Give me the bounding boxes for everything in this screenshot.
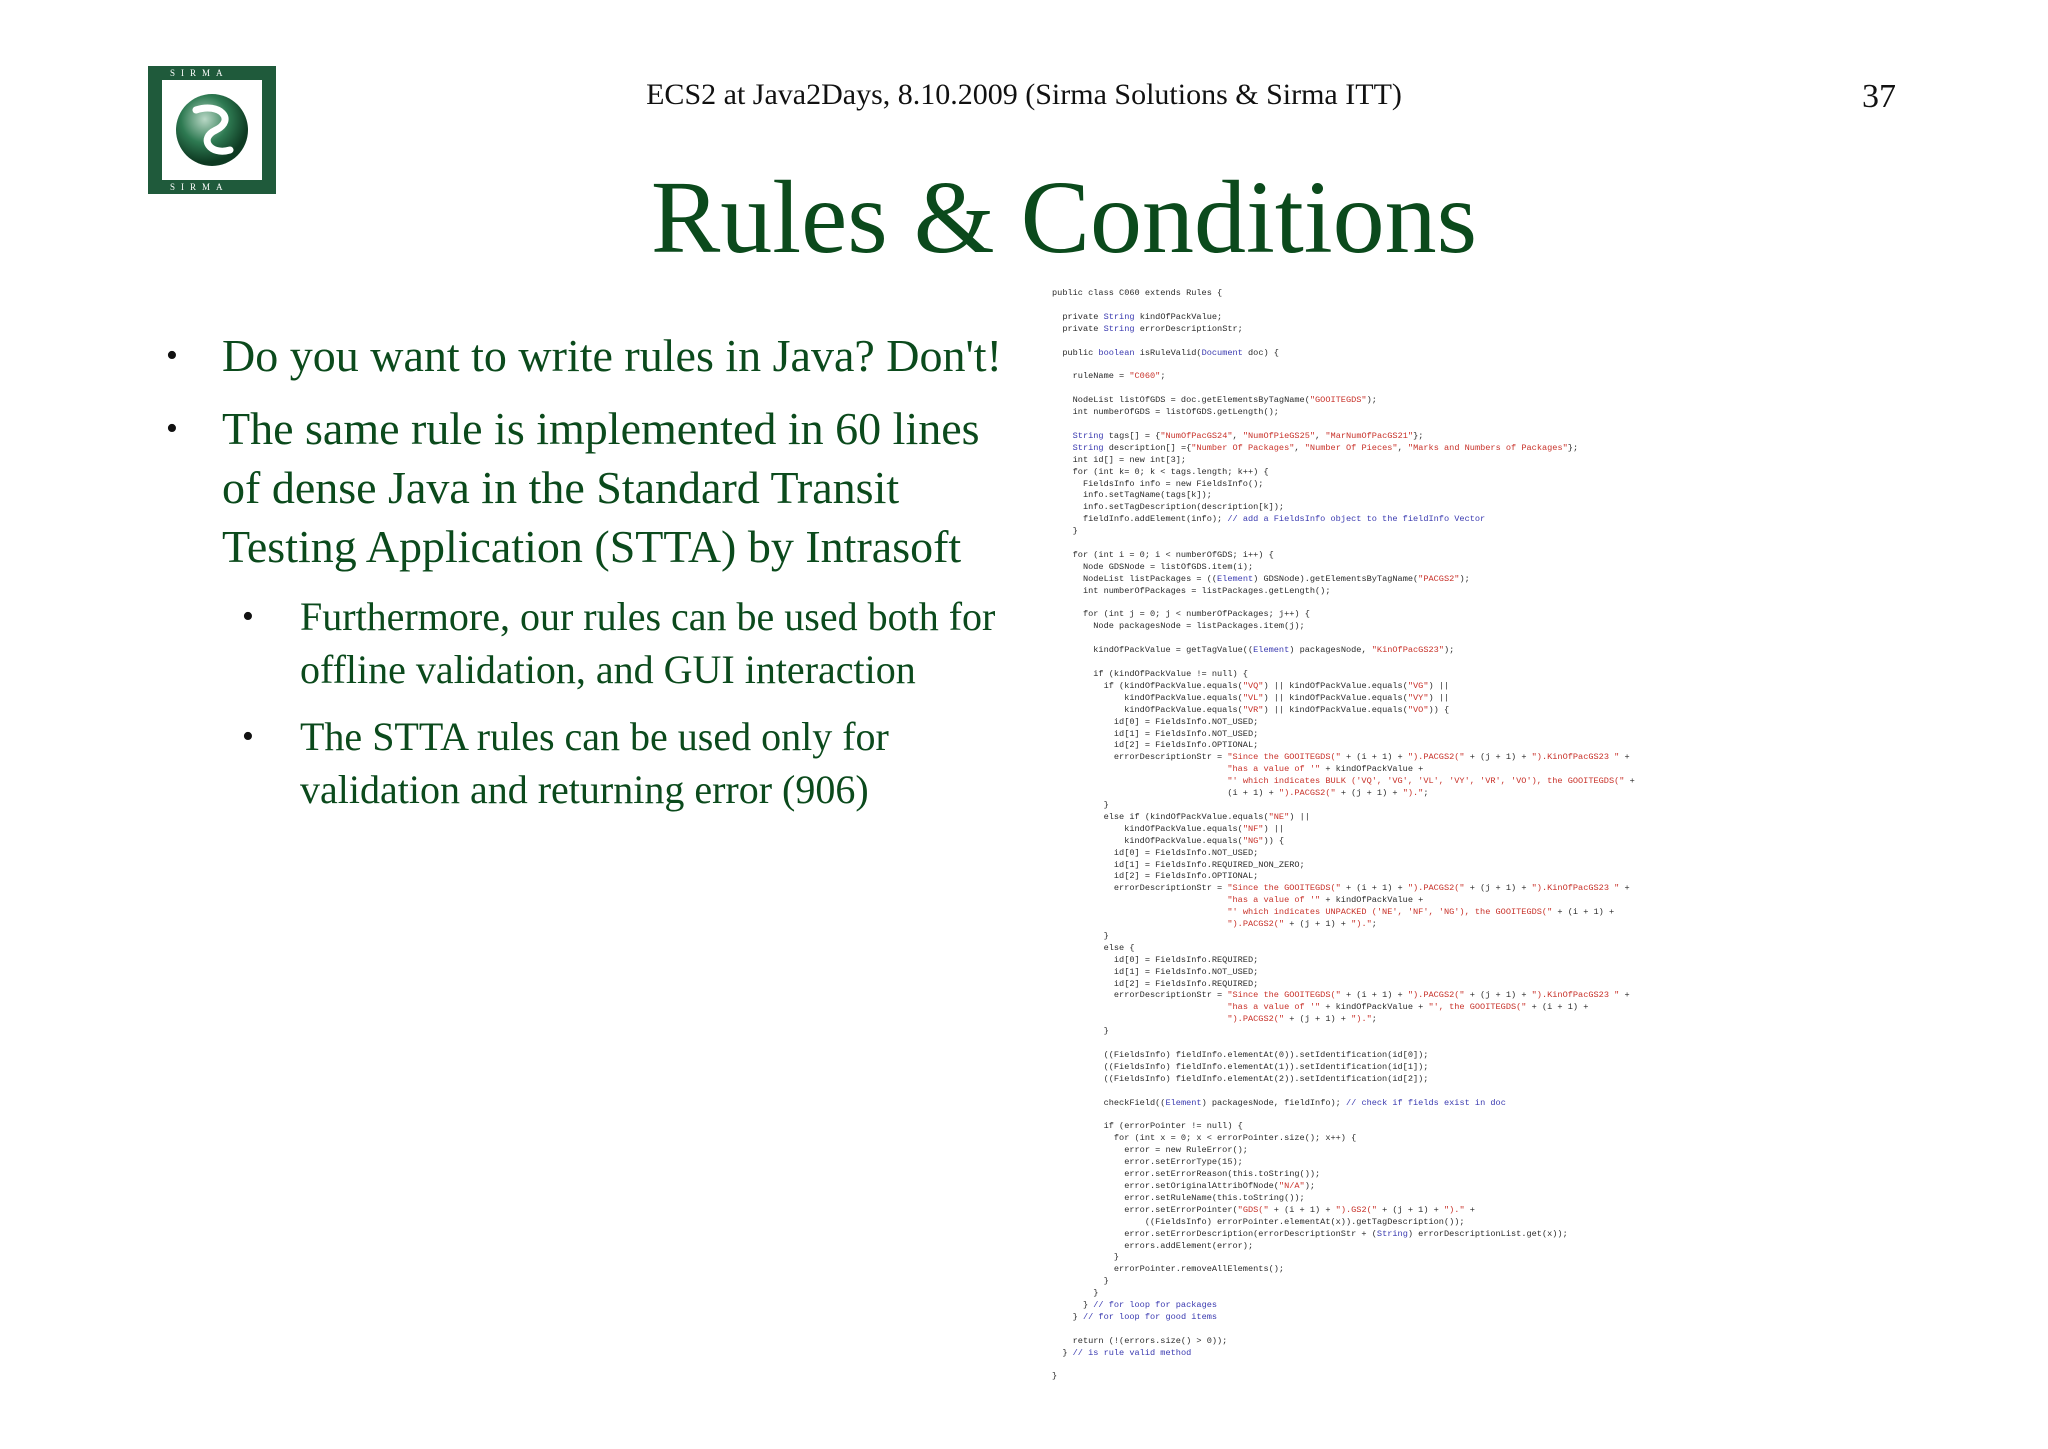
code-line: String description[] ={"Number Of Packages", "Number Of Pieces", "Marks and Numbers of Packages"}; [1072, 442, 1579, 453]
sub-bullet-item [160, 590, 1020, 696]
code-line: for (int k= 0; k < tags.length; k++) { [1052, 466, 1269, 477]
code-line: (i + 1) + ").PACGS2(" + (j + 1) + ")."; [1052, 788, 1429, 799]
code-line: id[1] = FieldsInfo.NOT_USED; [1052, 728, 1259, 739]
code-line: } [1052, 1252, 1120, 1263]
code-line: error.setErrorType(15); [1052, 1157, 1243, 1168]
code-line: for (int x = 0; x < errorPointer.size(); x++) { [1052, 1133, 1357, 1144]
code-line: private String errorDescriptionStr; [1052, 323, 1243, 334]
bullet-text: The same rule is implemented in 60 lines of dense Java in the Standard Transit Testing Application (STTA) by Intrasoft [222, 403, 980, 572]
code-line: id[2] = FieldsInfo.OPTIONAL; [1052, 740, 1259, 751]
code-line: checkField((Element) packagesNode, fieldInfo); // check if fields exist in doc [1052, 1097, 1506, 1108]
code-line [1052, 1110, 1635, 1122]
code-line: errorDescriptionStr = "Since the GOOITEGDS(" + (i + 1) + ").PACGS2(" + (j + 1) + ").KinOfPacGS23 " + [1052, 990, 1630, 1001]
bullet-list [160, 326, 1020, 830]
code-line: Node GDSNode = listOfGDS.item(i); [1052, 561, 1254, 572]
code-line: ((FieldsInfo) errorPointer.elementAt(x)).getTagDescription()); [1052, 1216, 1465, 1227]
code-line [1052, 657, 1635, 669]
code-line: ").PACGS2(" + (j + 1) + ")."; [1227, 919, 1377, 930]
code-line: } [1052, 1371, 1058, 1382]
code-line [1052, 300, 1635, 312]
code-line: kindOfPackValue.equals("NG")) { [1052, 835, 1285, 846]
code-line: ruleName = "C060"; [1052, 371, 1166, 382]
code-line: NodeList listOfGDS = doc.getElementsByTagName("GOOITEGDS"); [1052, 395, 1377, 406]
code-line: else if (kindOfPackValue.equals("NE") || [1052, 811, 1310, 822]
bullet-dot-icon: • [242, 598, 254, 635]
code-line: "has a value of '" + kindOfPackValue + [1227, 895, 1424, 906]
code-line: info.setTagDescription(description[k]); [1052, 502, 1285, 513]
code-line [1052, 538, 1635, 550]
code-line: for (int i = 0; i < numberOfGDS; i++) { [1052, 549, 1274, 560]
code-line: } [1052, 1288, 1099, 1299]
page-number: 37 [1862, 78, 1896, 115]
code-line: for (int j = 0; j < numberOfPackages; j++) { [1052, 609, 1310, 620]
code-line: errorDescriptionStr = "Since the GOOITEGDS(" + (i + 1) + ").PACGS2(" + (j + 1) + ").KinOfPacGS23 " + [1052, 752, 1630, 763]
code-line: public class C060 extends Rules { [1052, 288, 1223, 298]
code-line: } // for loop for packages [1052, 1300, 1218, 1311]
bullet-dot-icon: • [166, 410, 178, 447]
code-line: if (errorPointer != null) { [1052, 1121, 1243, 1132]
code-line: error.setErrorDescription(errorDescriptionStr + (String) errorDescriptionList.get(x)); [1052, 1228, 1568, 1239]
code-line: ").PACGS2(" + (j + 1) + ")."; [1227, 1014, 1377, 1025]
code-line [1052, 598, 1635, 610]
code-line [1052, 1324, 1635, 1336]
bullet-dot-icon: • [166, 337, 178, 374]
code-line: errorPointer.removeAllElements(); [1052, 1264, 1285, 1275]
bullet-item [160, 399, 1020, 576]
code-line: else { [1052, 942, 1135, 953]
code-line: error.setErrorReason(this.toString()); [1052, 1169, 1321, 1180]
code-line [1052, 419, 1635, 431]
sub-bullet-text: Furthermore, our rules can be used both for offline validation, and GUI interaction [300, 594, 996, 692]
code-line: "' which indicates BULK ('VQ', 'VG', 'VL', 'VY', 'VR', 'VO'), the GOOITEGDS(" + [1227, 776, 1635, 787]
code-line [1052, 336, 1635, 348]
code-line: errorDescriptionStr = "Since the GOOITEGDS(" + (i + 1) + ").PACGS2(" + (j + 1) + ").KinOfPacGS23 " + [1052, 883, 1630, 894]
code-line: } // is rule valid method [1052, 1347, 1192, 1358]
code-line: kindOfPackValue.equals("VR") || kindOfPackValue.equals("VO")) { [1052, 704, 1450, 715]
code-line: "has a value of '" + kindOfPackValue + [1227, 764, 1424, 775]
code-line: public boolean isRuleValid(Document doc) { [1052, 347, 1279, 358]
code-line: } [1052, 799, 1109, 810]
code-line: id[0] = FieldsInfo.NOT_USED; [1052, 716, 1259, 727]
code-line: String tags[] = {"NumOfPacGS24", "NumOfPieGS25", "MarNumOfPacGS21"}; [1072, 430, 1424, 441]
code-line: } [1052, 1276, 1109, 1287]
code-line [1052, 383, 1635, 395]
code-line: id[1] = FieldsInfo.REQUIRED_NON_ZERO; [1052, 859, 1305, 870]
code-line: id[0] = FieldsInfo.NOT_USED; [1052, 847, 1259, 858]
code-line [1052, 1086, 1635, 1098]
code-line: int numberOfPackages = listPackages.getLength(); [1052, 585, 1331, 596]
sub-bullet-text: The STTA rules can be used only for validation and returning error (906) [300, 714, 889, 812]
code-line: info.setTagName(tags[k]); [1052, 490, 1212, 501]
code-line: "has a value of '" + kindOfPackValue + "', the GOOITEGDS(" + (i + 1) + [1227, 1002, 1589, 1013]
slide-title: Rules & Conditions [650, 160, 1478, 275]
code-line [1052, 1038, 1635, 1050]
code-line: return (!(errors.size() > 0)); [1052, 1335, 1228, 1346]
code-line: NodeList listPackages = ((Element) GDSNode).getElementsByTagName("PACGS2"); [1052, 573, 1470, 584]
code-line: } // for loop for good items [1052, 1311, 1218, 1322]
code-line: } [1052, 1026, 1109, 1037]
code-line: id[0] = FieldsInfo.REQUIRED; [1052, 954, 1259, 965]
code-line: ((FieldsInfo) fieldInfo.elementAt(1)).setIdentification(id[1]); [1052, 1061, 1429, 1072]
code-line: private String kindOfPackValue; [1052, 311, 1223, 322]
code-line: int numberOfGDS = listOfGDS.getLength(); [1052, 407, 1279, 418]
code-line: Node packagesNode = listPackages.item(j); [1052, 621, 1305, 632]
code-line: error.setErrorPointer("GDS(" + (i + 1) + ").GS2(" + (j + 1) + ")." + [1052, 1204, 1475, 1215]
code-line: int id[] = new int[3]; [1052, 454, 1187, 465]
code-line: fieldInfo.addElement(info); // add a FieldsInfo object to the fieldInfo Vector [1052, 514, 1486, 525]
code-line: id[2] = FieldsInfo.REQUIRED; [1052, 978, 1259, 989]
code-line: id[1] = FieldsInfo.NOT_USED; [1052, 966, 1259, 977]
bullet-item [160, 326, 1020, 385]
code-line: error = new RuleError(); [1052, 1145, 1248, 1156]
code-line [1052, 633, 1635, 645]
code-line: ((FieldsInfo) fieldInfo.elementAt(0)).setIdentification(id[0]); [1052, 1050, 1429, 1060]
bullet-dot-icon: • [242, 718, 254, 755]
code-line: error.setRuleName(this.toString()); [1052, 1192, 1305, 1203]
code-line: id[2] = FieldsInfo.OPTIONAL; [1052, 871, 1259, 882]
code-line: kindOfPackValue.equals("NF") || [1052, 823, 1285, 834]
code-line: "' which indicates UNPACKED ('NE', 'NF', 'NG'), the GOOITEGDS(" + (i + 1) + [1227, 907, 1615, 918]
logo-text-bottom: SIRMA [170, 182, 229, 192]
logo-text-top: SIRMA [170, 68, 229, 78]
code-line [1052, 1360, 1635, 1372]
code-line: error.setOriginalAttribOfNode("N/A"); [1052, 1180, 1316, 1191]
bullet-text: Do you want to write rules in Java? Don't! [222, 330, 1002, 381]
code-line: if (kindOfPackValue.equals("VQ") || kindOfPackValue.equals("VG") || [1052, 680, 1450, 691]
code-line: errors.addElement(error); [1052, 1240, 1254, 1251]
code-line: kindOfPackValue.equals("VL") || kindOfPackValue.equals("VY") || [1052, 692, 1450, 703]
code-line: } [1052, 930, 1109, 941]
slide-header: ECS2 at Java2Days, 8.10.2009 (Sirma Solutions & Sirma ITT) [646, 78, 1402, 111]
code-line: } [1052, 526, 1078, 537]
java-code-listing [1052, 288, 1635, 1383]
sub-bullet-item [160, 710, 1020, 816]
code-line [1052, 359, 1635, 371]
code-line: ((FieldsInfo) fieldInfo.elementAt(2)).setIdentification(id[2]); [1052, 1073, 1429, 1084]
code-line: kindOfPackValue = getTagValue((Element) packagesNode, "KinOfPacGS23"); [1052, 645, 1455, 656]
code-line: if (kindOfPackValue != null) { [1052, 669, 1248, 679]
code-line: FieldsInfo info = new FieldsInfo(); [1052, 478, 1264, 489]
